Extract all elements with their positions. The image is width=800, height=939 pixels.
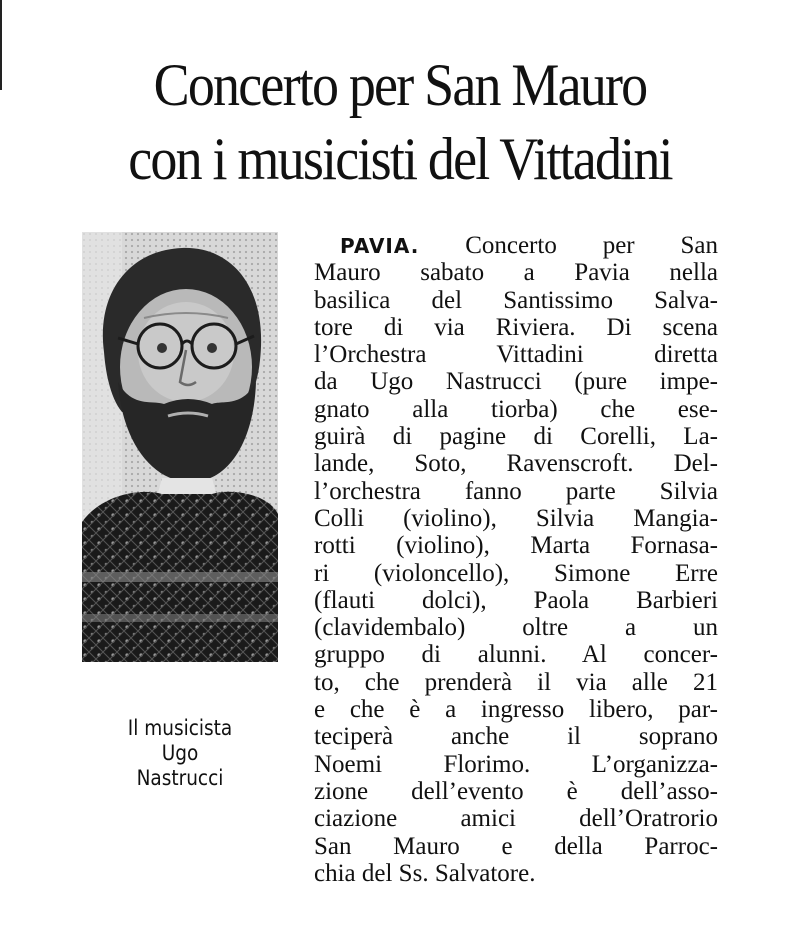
article-line: tore di via Riviera. Di scena bbox=[314, 313, 718, 341]
article-line: (flauti dolci), Paola Barbieri bbox=[314, 586, 718, 614]
article-line: e che è a ingresso libero, par- bbox=[314, 696, 718, 724]
article-body bbox=[314, 232, 718, 887]
article-line: gruppo di alunni. Al concer- bbox=[314, 641, 718, 669]
portrait-photo bbox=[82, 232, 278, 662]
article-line: basilica del Santissimo Salva- bbox=[314, 286, 718, 314]
article-line: zione dell’evento è dell’asso- bbox=[314, 777, 718, 805]
article-line: chia del Ss. Salvatore. bbox=[314, 859, 536, 887]
caption-line-1: Il musicista bbox=[127, 716, 233, 740]
photo-caption bbox=[94, 716, 266, 791]
article-line: San Mauro e della Parroc- bbox=[314, 832, 718, 860]
caption-line-3: Nastrucci bbox=[136, 766, 224, 790]
caption-line-2: Ugo bbox=[161, 741, 199, 765]
article-line: da Ugo Nastrucci (pure impe- bbox=[314, 368, 718, 396]
article-line: to, che prenderà il via alle 21 bbox=[314, 668, 718, 696]
article-line: gnato alla tiorba) che ese- bbox=[314, 395, 718, 423]
dateline: PAVIA. bbox=[340, 234, 420, 258]
article-headline bbox=[76, 48, 724, 196]
article-line: ri (violoncello), Simone Erre bbox=[314, 559, 718, 587]
page-edge-mark bbox=[0, 0, 2, 90]
article-line: teciperà anche il soprano bbox=[314, 723, 718, 751]
article-line bbox=[314, 232, 718, 259]
article-line: l’Orchestra Vittadini diretta bbox=[314, 341, 718, 369]
article-line: Mauro sabato a Pavia nella bbox=[314, 259, 718, 287]
article-line: (clavidembalo) oltre a un bbox=[314, 614, 718, 642]
article-line: guirà di pagine di Corelli, La- bbox=[314, 423, 718, 451]
article-line: lande, Soto, Ravenscroft. Del- bbox=[314, 450, 718, 478]
headline-line-2: con i musicisti del Vittadini bbox=[128, 126, 672, 192]
article-line: rotti (violino), Marta Fornasa- bbox=[314, 532, 718, 560]
article-line-text: Concerto per San bbox=[465, 232, 718, 259]
article-line: Colli (violino), Silvia Mangia- bbox=[314, 504, 718, 532]
article-line: l’orchestra fanno parte Silvia bbox=[314, 477, 718, 505]
article-line: Noemi Florimo. L’organizza- bbox=[314, 750, 718, 778]
headline-line-1: Concerto per San Mauro bbox=[153, 52, 647, 118]
article-line: ciazione amici dell’Oratrorio bbox=[314, 805, 718, 833]
